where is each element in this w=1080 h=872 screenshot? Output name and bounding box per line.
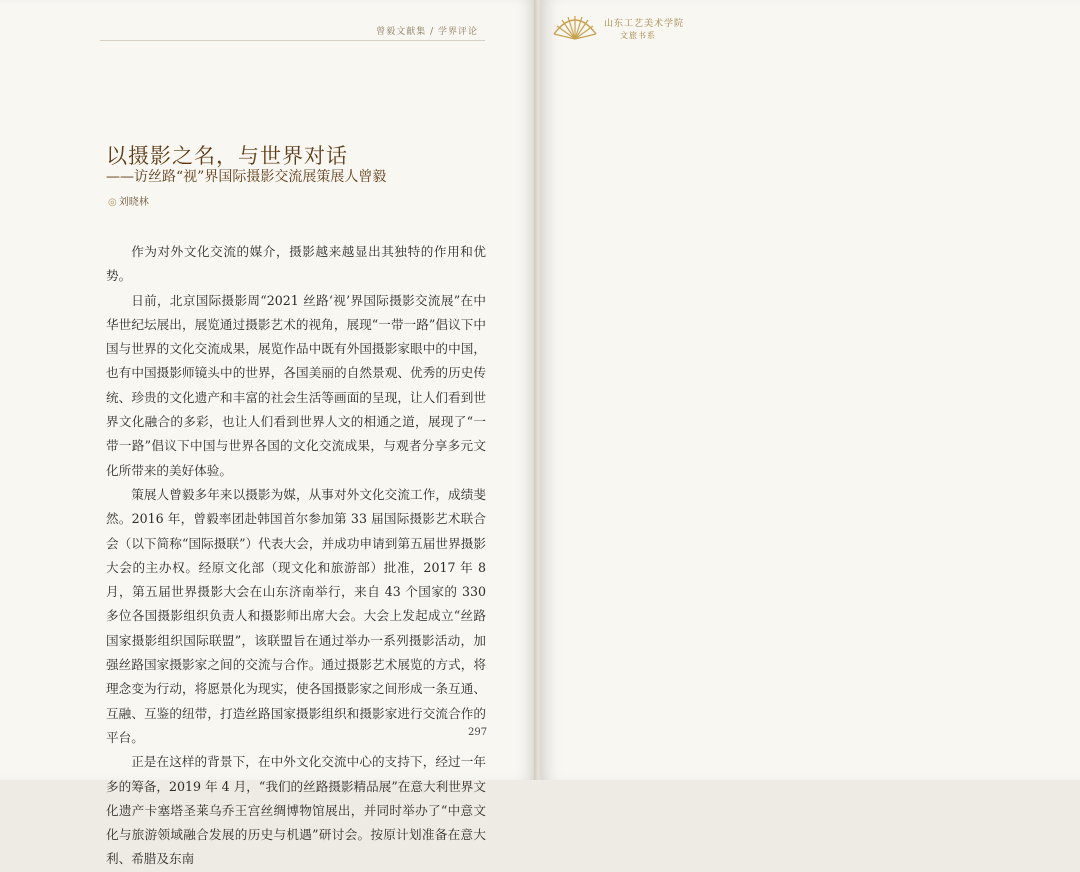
article-body [106, 240, 486, 872]
left-page [0, 0, 536, 867]
right-page [542, 0, 1080, 780]
paragraph: 日前，北京国际摄影周“2021 丝路‘视’界国际摄影交流展”在中华世纪坛展出，展览通过摄影艺术的视角，展现“一带一路”倡议下中国与世界的文化交流成果，展览作品中既有外国摄影家眼中的中国，也有中国摄影师镜头中的世界，各国美丽的自然景观、优秀的历史传统、珍贵的文化遗产和丰富的社会生活等画面的呈现，让人们看到世界文化融合的多彩，也让人们看到世界人文的相通之道，展现了“一带一路”倡议下中国与世界各国的文化交流成果，与观者分享多元文化所带来的美好体验。 [106, 292, 486, 478]
author-name: 刘晓林 [118, 197, 149, 208]
logo-text-line1: 山东工艺美术学院 [604, 19, 685, 29]
publisher-logo [552, 12, 685, 42]
paragraph: 作为对外文化交流的媒介，摄影越来越显出其独特的作用和优势。 [106, 244, 486, 284]
article-title: 以摄影之名，与世界对话 [106, 144, 348, 168]
page-number: 297 [468, 727, 488, 738]
article-subtitle: ——访丝路“视”界国际摄影交流展策展人曾毅 [106, 169, 387, 185]
paragraph: 正是在这样的背景下，在中外文化交流中心的支持下，经过一年多的筹备，2019 年 4 月，“我们的丝路摄影精品展”在意大利世界文化遗产卡塞塔圣莱乌乔王宫丝绸博物馆展出，并同时举办了“中意文化与旅游领域融合发展的历史与机遇”研讨会。按原计划准备在意大利、希腊及东南 [106, 754, 486, 867]
logo-text-line2: 文旅书系 [620, 31, 656, 40]
author-marker-icon: ◎ [108, 197, 117, 208]
article-author [108, 193, 149, 208]
header-rule [100, 40, 485, 41]
fan-logo-icon [552, 16, 598, 40]
paragraph: 策展人曾毅多年来以摄影为媒，从事对外文化交流工作，成绩斐然。2016 年，曾毅率团赴韩国首尔参加第 33 届国际摄影艺术联合会（以下简称“国际摄联”）代表大会，并成功申请到第五届世界摄影大会的主办权。经原文化部（现文化和旅游部）批准，2017 年 8 月，第五届世界摄影大会在山东济南举行，来自 43 个国家的 330 多位各国摄影组织负责人和摄影师出席大会。大会上发起成立“丝路国家摄影组织国际联盟”，该联盟旨在通过举办一系列摄影活动，加强丝路国家摄影家之间的交流与合作。通过摄影艺术展览的方式，将理念变为行动，将愿景化为现实，使各国摄影家之间形成一条互通、互融、互鉴的纽带，打造丝路国家摄影组织和摄影家进行交流合作的平台。 [106, 486, 486, 745]
running-head: 曾毅文献集 / 学界评论 [376, 27, 478, 37]
